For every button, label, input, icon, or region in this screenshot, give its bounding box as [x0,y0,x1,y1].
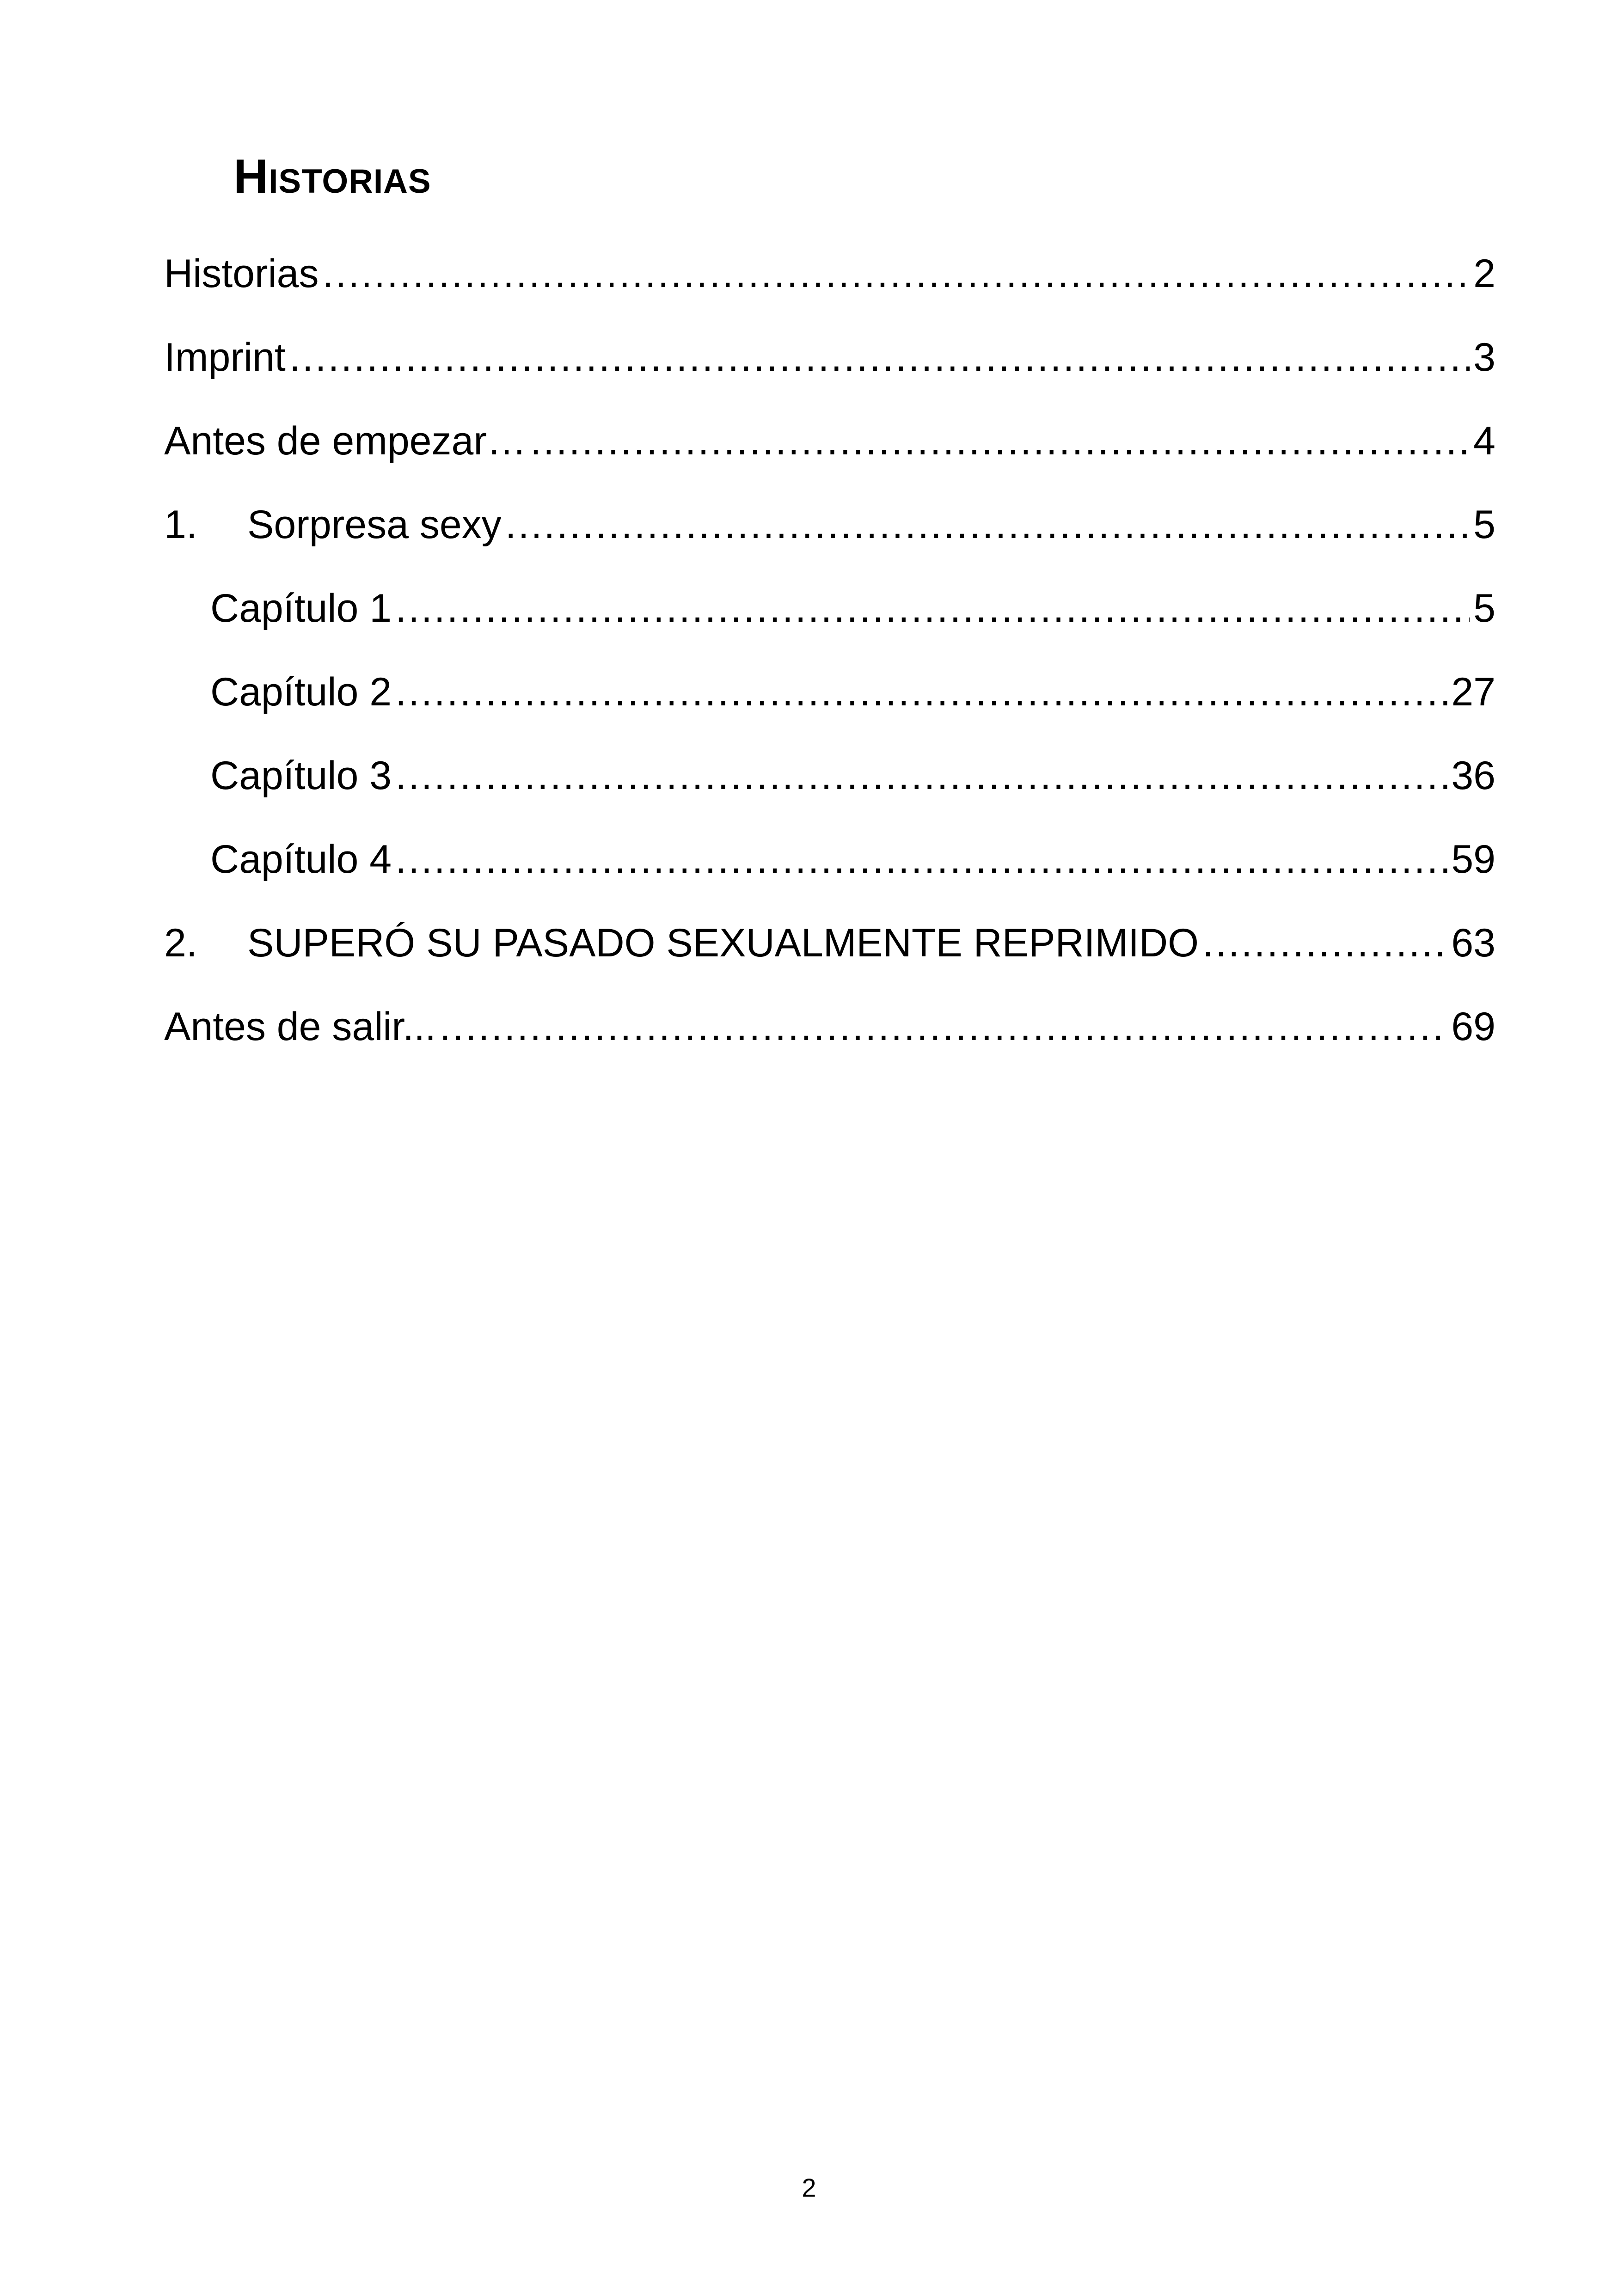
toc-dot-leader [323,252,1470,296]
toc-dot-leader [505,503,1470,547]
toc-entry-supero-su-pasado[interactable] [164,921,1495,1005]
toc-dot-leader [395,587,1470,631]
toc-entry-antes-de-empezar[interactable] [164,419,1495,503]
toc-entry-page: 27 [1451,670,1495,714]
toc-dot-leader [289,336,1470,380]
toc-dot-leader [395,754,1447,798]
toc-entry-capitulo-3[interactable] [164,754,1495,838]
table-of-contents [164,252,1495,1089]
toc-entry-capitulo-4[interactable] [164,838,1495,921]
toc-entry-title: Capítulo 4 [210,837,392,882]
toc-dot-leader [395,838,1447,882]
toc-entry-sorpresa-sexy[interactable] [164,503,1495,587]
toc-entry-historias[interactable] [164,252,1495,336]
toc-entry-title: Antes de salir... [164,1004,436,1049]
toc-entry-title: Capítulo 3 [210,753,392,798]
toc-entry-capitulo-1[interactable] [164,587,1495,670]
toc-entry-capitulo-2[interactable] [164,670,1495,754]
toc-entry-page: 3 [1473,335,1495,380]
toc-entry-imprint[interactable] [164,336,1495,419]
toc-dot-leader [530,419,1470,463]
toc-entry-page: 4 [1473,419,1495,463]
toc-entry-title: Sorpresa sexy [247,502,502,547]
toc-entry-title: Capítulo 1 [210,586,392,631]
toc-entry-page: 5 [1473,502,1495,547]
toc-entry-number: 2. [164,921,197,965]
toc-dot-leader [395,670,1447,714]
toc-entry-title: Antes de empezar… [164,419,527,463]
toc-entry-title: Imprint [164,335,286,380]
toc-entry-page: 63 [1451,921,1495,965]
toc-dot-leader [440,1005,1447,1049]
toc-entry-number: 1. [164,502,197,547]
toc-entry-title: Capítulo 2 [210,670,392,714]
toc-entry-page: 36 [1451,753,1495,798]
toc-entry-page: 2 [1473,251,1495,296]
toc-dot-leader [1202,921,1447,965]
toc-entry-title: Historias [164,251,319,296]
page-heading: Historias [233,149,431,203]
toc-entry-page: 69 [1451,1004,1495,1049]
toc-entry-antes-de-salir[interactable] [164,1005,1495,1089]
toc-entry-title: SUPERÓ SU PASADO SEXUALMENTE REPRIMIDO [247,921,1199,965]
page-number: 2 [802,2173,816,2202]
toc-entry-page: 5 [1473,586,1495,631]
toc-entry-page: 59 [1451,837,1495,882]
